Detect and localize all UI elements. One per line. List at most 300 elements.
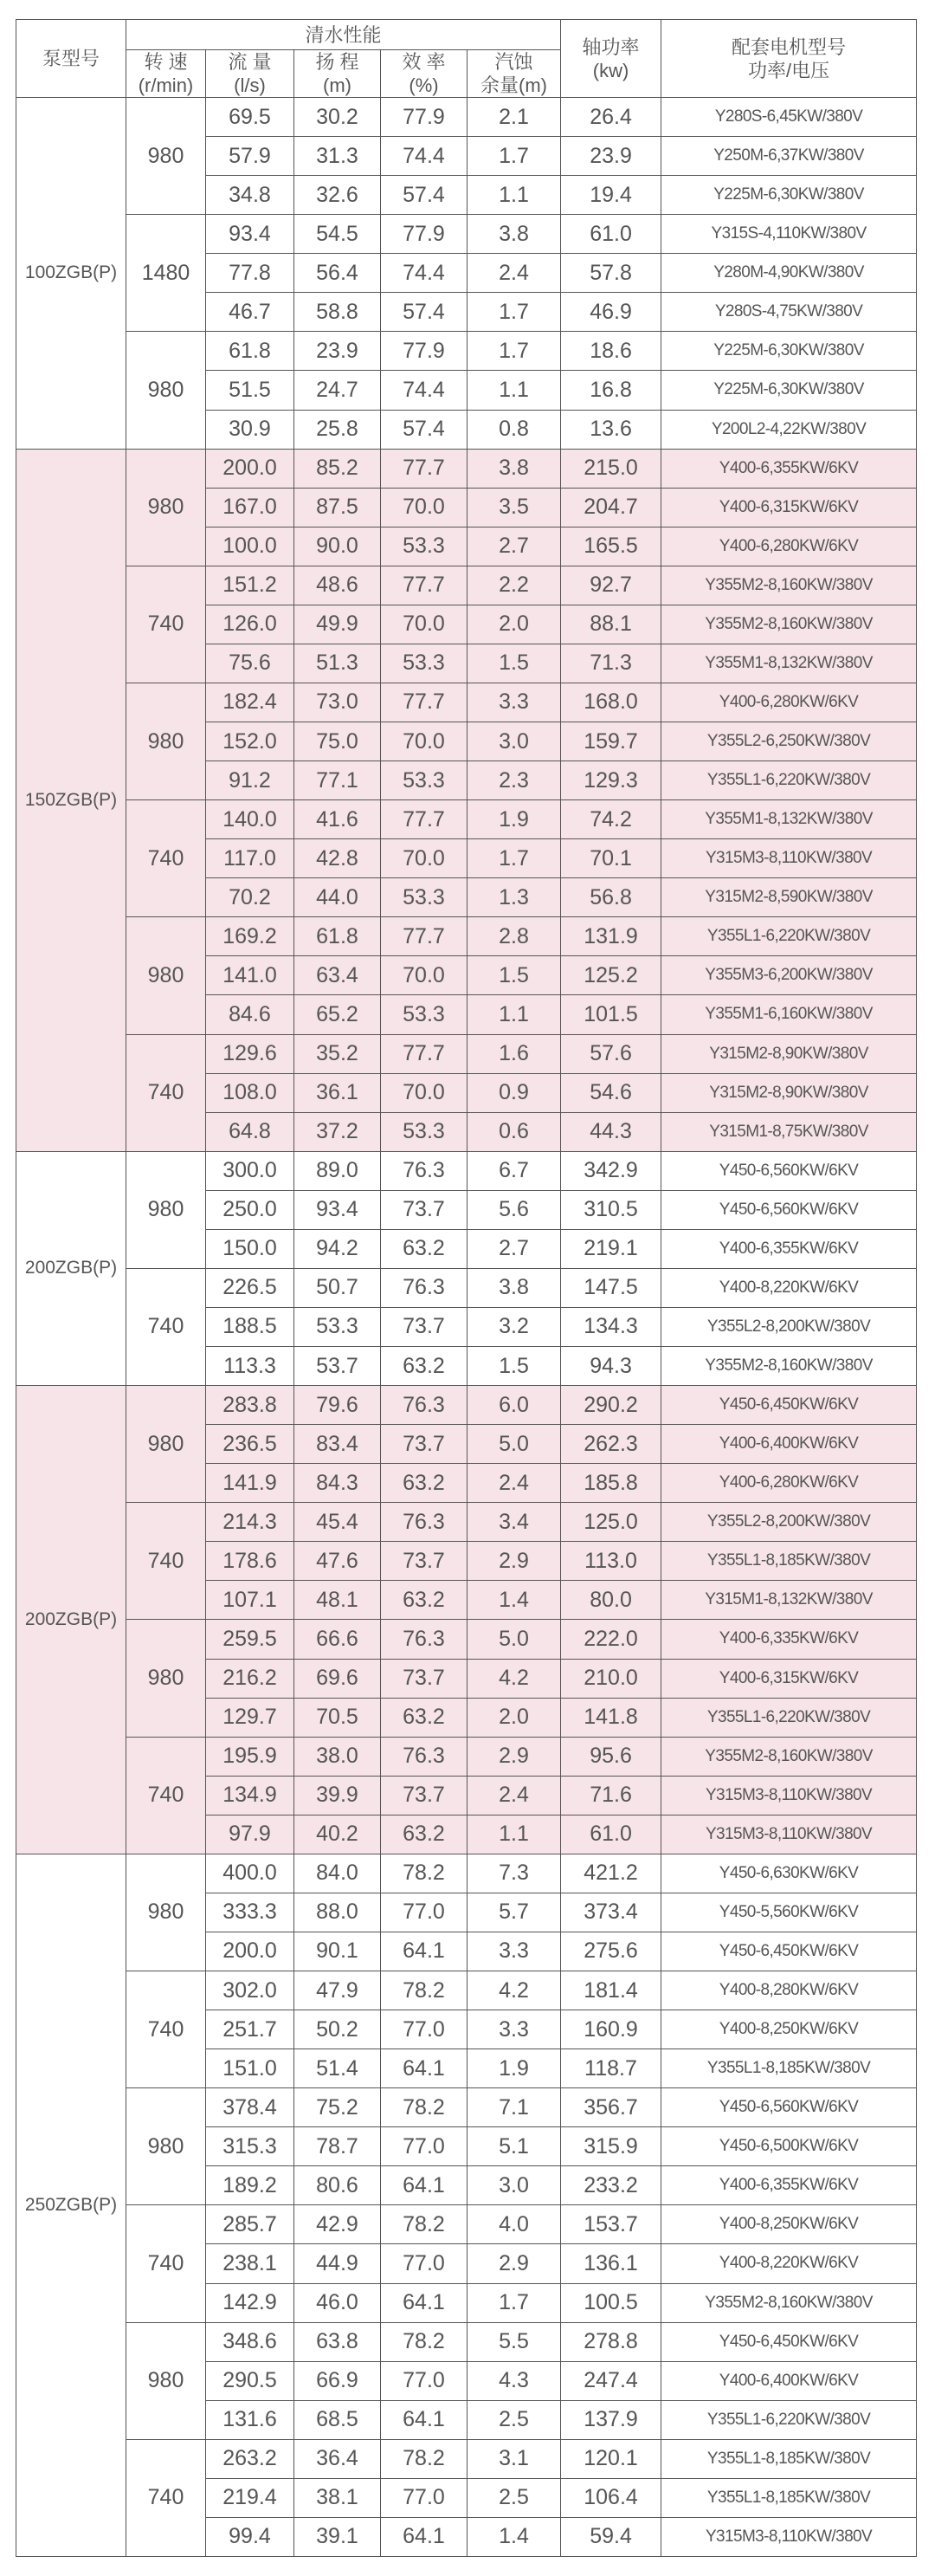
head-cell: 31.3: [294, 137, 381, 176]
pump-model-cell: 150ZGB(P): [16, 449, 126, 1151]
head-cell: 53.7: [294, 1347, 381, 1386]
npsh-cell: 2.0: [468, 605, 561, 644]
header-efficiency: [381, 50, 468, 98]
efficiency-cell: 64.1: [381, 2283, 468, 2322]
npsh-cell: 1.9: [468, 2049, 561, 2088]
efficiency-cell: 77.0: [381, 1893, 468, 1932]
motor-cell: Y315M1-8,75KW/380V: [661, 1112, 917, 1151]
flow-cell: 108.0: [206, 1073, 294, 1112]
efficiency-cell: 53.3: [381, 527, 468, 566]
motor-cell: Y355L1-6,220KW/380V: [661, 761, 917, 800]
npsh-cell: 0.8: [468, 410, 561, 449]
head-cell: 50.2: [294, 2010, 381, 2049]
flow-cell: 51.5: [206, 371, 294, 410]
head-cell: 61.8: [294, 917, 381, 956]
npsh-cell: 6.0: [468, 1386, 561, 1425]
head-cell: 30.2: [294, 98, 381, 137]
table-row: [16, 1386, 917, 1425]
efficiency-cell: 78.2: [381, 2322, 468, 2361]
shaft-power-cell: 44.3: [561, 1112, 661, 1151]
table-row: [16, 683, 917, 722]
flow-cell: 251.7: [206, 2010, 294, 2049]
table-row: [16, 1620, 917, 1659]
npsh-cell: 1.1: [468, 176, 561, 215]
head-cell: 63.8: [294, 2322, 381, 2361]
npsh-cell: 3.4: [468, 1503, 561, 1542]
shaft-power-cell: 80.0: [561, 1581, 661, 1620]
head-cell: 93.4: [294, 1190, 381, 1229]
table-row: [16, 1854, 917, 1893]
speed-cell: 980: [126, 1151, 206, 1268]
speed-cell: 980: [126, 1386, 206, 1503]
npsh-cell: 1.7: [468, 839, 561, 878]
head-cell: 23.9: [294, 332, 381, 371]
shaft-power-cell: 185.8: [561, 1464, 661, 1503]
header-motor-label: 配套电机型号: [732, 36, 847, 58]
header-shaft-power-label: 轴功率: [582, 36, 640, 58]
head-cell: 70.5: [294, 1698, 381, 1737]
motor-cell: Y225M-6,30KW/380V: [661, 332, 917, 371]
efficiency-cell: 73.7: [381, 1425, 468, 1464]
npsh-cell: 3.8: [468, 215, 561, 254]
motor-cell: Y355L2-8,200KW/380V: [661, 1307, 917, 1346]
head-cell: 68.5: [294, 2400, 381, 2439]
flow-cell: 285.7: [206, 2205, 294, 2244]
flow-cell: 283.8: [206, 1386, 294, 1425]
shaft-power-cell: 134.3: [561, 1307, 661, 1346]
flow-cell: 348.6: [206, 2322, 294, 2361]
efficiency-cell: 73.7: [381, 1776, 468, 1815]
flow-cell: 107.1: [206, 1581, 294, 1620]
flow-cell: 151.2: [206, 566, 294, 605]
flow-cell: 378.4: [206, 2088, 294, 2127]
table-row: [16, 1151, 917, 1190]
shaft-power-cell: 26.4: [561, 98, 661, 137]
shaft-power-cell: 54.6: [561, 1073, 661, 1112]
motor-cell: Y355L1-8,185KW/380V: [661, 1542, 917, 1581]
efficiency-cell: 76.3: [381, 1737, 468, 1776]
shaft-power-cell: 113.0: [561, 1542, 661, 1581]
efficiency-cell: 53.3: [381, 761, 468, 800]
head-cell: 35.2: [294, 1034, 381, 1073]
efficiency-cell: 76.3: [381, 1151, 468, 1190]
speed-cell: 740: [126, 566, 206, 683]
npsh-cell: 1.1: [468, 1815, 561, 1854]
head-cell: 75.2: [294, 2088, 381, 2127]
motor-cell: Y450-6,560KW/6KV: [661, 1190, 917, 1229]
flow-cell: 70.2: [206, 878, 294, 917]
motor-cell: Y250M-6,37KW/380V: [661, 137, 917, 176]
head-cell: 46.0: [294, 2283, 381, 2322]
speed-cell: 740: [126, 1971, 206, 2088]
header-speed-label: 转 速: [144, 51, 188, 73]
header-efficiency-unit: (%): [409, 74, 439, 96]
shaft-power-cell: 222.0: [561, 1620, 661, 1659]
npsh-cell: 2.0: [468, 1698, 561, 1737]
head-cell: 38.0: [294, 1737, 381, 1776]
efficiency-cell: 77.0: [381, 2010, 468, 2049]
npsh-cell: 3.3: [468, 683, 561, 722]
table-row: [16, 449, 917, 488]
head-cell: 25.8: [294, 410, 381, 449]
shaft-power-cell: 106.4: [561, 2478, 661, 2517]
flow-cell: 34.8: [206, 176, 294, 215]
motor-cell: Y400-6,315KW/6KV: [661, 1659, 917, 1698]
efficiency-cell: 77.7: [381, 917, 468, 956]
shaft-power-cell: 59.4: [561, 2517, 661, 2556]
efficiency-cell: 73.7: [381, 1542, 468, 1581]
shaft-power-cell: 342.9: [561, 1151, 661, 1190]
efficiency-cell: 70.0: [381, 839, 468, 878]
motor-cell: Y355L2-8,200KW/380V: [661, 1503, 917, 1542]
efficiency-cell: 78.2: [381, 2205, 468, 2244]
head-cell: 41.6: [294, 800, 381, 839]
pump-model-cell: 100ZGB(P): [16, 98, 126, 450]
efficiency-cell: 53.3: [381, 878, 468, 917]
flow-cell: 263.2: [206, 2439, 294, 2478]
motor-cell: Y355M2-8,160KW/380V: [661, 2283, 917, 2322]
flow-cell: 141.0: [206, 956, 294, 995]
flow-cell: 178.6: [206, 1542, 294, 1581]
npsh-cell: 7.1: [468, 2088, 561, 2127]
header-speed: [126, 50, 206, 98]
speed-cell: 1480: [126, 215, 206, 332]
motor-cell: Y315M1-8,132KW/380V: [661, 1581, 917, 1620]
npsh-cell: 2.1: [468, 98, 561, 137]
efficiency-cell: 64.1: [381, 1932, 468, 1971]
table-row: [16, 98, 917, 137]
motor-cell: Y450-6,560KW/6KV: [661, 1151, 917, 1190]
head-cell: 50.7: [294, 1268, 381, 1307]
table-row: [16, 2439, 917, 2478]
motor-cell: Y450-6,560KW/6KV: [661, 2088, 917, 2127]
flow-cell: 238.1: [206, 2244, 294, 2283]
head-cell: 90.1: [294, 1932, 381, 1971]
head-cell: 77.1: [294, 761, 381, 800]
flow-cell: 333.3: [206, 1893, 294, 1932]
efficiency-cell: 63.2: [381, 1698, 468, 1737]
flow-cell: 126.0: [206, 605, 294, 644]
table-row: [16, 800, 917, 839]
npsh-cell: 4.2: [468, 1659, 561, 1698]
flow-cell: 167.0: [206, 488, 294, 527]
shaft-power-cell: 290.2: [561, 1386, 661, 1425]
head-cell: 90.0: [294, 527, 381, 566]
motor-cell: Y355M1-8,132KW/380V: [661, 644, 917, 683]
motor-cell: Y315M3-8,110KW/380V: [661, 1776, 917, 1815]
shaft-power-cell: 262.3: [561, 1425, 661, 1464]
header-efficiency-label: 效 率: [402, 51, 446, 73]
efficiency-cell: 74.4: [381, 254, 468, 293]
motor-cell: Y400-6,355KW/6KV: [661, 2166, 917, 2205]
efficiency-cell: 63.2: [381, 1815, 468, 1854]
flow-cell: 84.6: [206, 995, 294, 1034]
flow-cell: 129.6: [206, 1034, 294, 1073]
head-cell: 69.6: [294, 1659, 381, 1698]
head-cell: 65.2: [294, 995, 381, 1034]
flow-cell: 400.0: [206, 1854, 294, 1893]
head-cell: 42.9: [294, 2205, 381, 2244]
motor-cell: Y225M-6,30KW/380V: [661, 371, 917, 410]
shaft-power-cell: 129.3: [561, 761, 661, 800]
table-row: [16, 2205, 917, 2244]
shaft-power-cell: 101.5: [561, 995, 661, 1034]
flow-cell: 140.0: [206, 800, 294, 839]
npsh-cell: 0.6: [468, 1112, 561, 1151]
shaft-power-cell: 165.5: [561, 527, 661, 566]
flow-cell: 315.3: [206, 2127, 294, 2166]
head-cell: 39.9: [294, 1776, 381, 1815]
npsh-cell: 2.9: [468, 2244, 561, 2283]
efficiency-cell: 64.1: [381, 2166, 468, 2205]
motor-cell: Y200L2-4,22KW/380V: [661, 410, 917, 449]
flow-cell: 302.0: [206, 1971, 294, 2010]
speed-cell: 980: [126, 2322, 206, 2439]
motor-cell: Y315S-4,110KW/380V: [661, 215, 917, 254]
npsh-cell: 2.4: [468, 254, 561, 293]
head-cell: 56.4: [294, 254, 381, 293]
motor-cell: Y355M1-8,132KW/380V: [661, 800, 917, 839]
shaft-power-cell: 160.9: [561, 2010, 661, 2049]
shaft-power-cell: 215.0: [561, 449, 661, 488]
motor-cell: Y400-6,315KW/6KV: [661, 488, 917, 527]
shaft-power-cell: 181.4: [561, 1971, 661, 2010]
shaft-power-cell: 278.8: [561, 2322, 661, 2361]
motor-cell: Y355L1-8,185KW/380V: [661, 2049, 917, 2088]
head-cell: 53.3: [294, 1307, 381, 1346]
motor-cell: Y400-8,250KW/6KV: [661, 2010, 917, 2049]
shaft-power-cell: 71.6: [561, 1776, 661, 1815]
shaft-power-cell: 100.5: [561, 2283, 661, 2322]
npsh-cell: 1.7: [468, 293, 561, 332]
motor-cell: Y355L1-8,185KW/380V: [661, 2439, 917, 2478]
shaft-power-cell: 70.1: [561, 839, 661, 878]
header-npsh: [468, 50, 561, 98]
efficiency-cell: 64.1: [381, 2400, 468, 2439]
speed-cell: 740: [126, 2205, 206, 2322]
npsh-cell: 5.1: [468, 2127, 561, 2166]
efficiency-cell: 77.9: [381, 215, 468, 254]
npsh-cell: 5.0: [468, 1620, 561, 1659]
pump-model-cell: 250ZGB(P): [16, 1854, 126, 2556]
npsh-cell: 3.1: [468, 2439, 561, 2478]
flow-cell: 300.0: [206, 1151, 294, 1190]
npsh-cell: 3.2: [468, 1307, 561, 1346]
flow-cell: 134.9: [206, 1776, 294, 1815]
table-row: [16, 332, 917, 371]
head-cell: 84.0: [294, 1854, 381, 1893]
head-cell: 40.2: [294, 1815, 381, 1854]
shaft-power-cell: 210.0: [561, 1659, 661, 1698]
motor-cell: Y400-6,400KW/6KV: [661, 2361, 917, 2400]
pump-model-cell: 200ZGB(P): [16, 1151, 126, 1385]
shaft-power-cell: 118.7: [561, 2049, 661, 2088]
head-cell: 48.1: [294, 1581, 381, 1620]
shaft-power-cell: 233.2: [561, 2166, 661, 2205]
npsh-cell: 1.6: [468, 1034, 561, 1073]
shaft-power-cell: 71.3: [561, 644, 661, 683]
flow-cell: 129.7: [206, 1698, 294, 1737]
efficiency-cell: 77.7: [381, 800, 468, 839]
efficiency-cell: 63.2: [381, 1229, 468, 1268]
npsh-cell: 2.5: [468, 2478, 561, 2517]
motor-cell: Y355M2-8,160KW/380V: [661, 566, 917, 605]
head-cell: 47.6: [294, 1542, 381, 1581]
pump-spec-table: [16, 19, 917, 2557]
table-row: [16, 917, 917, 956]
npsh-cell: 1.5: [468, 956, 561, 995]
shaft-power-cell: 310.5: [561, 1190, 661, 1229]
motor-cell: Y450-6,630KW/6KV: [661, 1854, 917, 1893]
flow-cell: 131.6: [206, 2400, 294, 2439]
shaft-power-cell: 92.7: [561, 566, 661, 605]
motor-cell: Y400-6,280KW/6KV: [661, 683, 917, 722]
speed-cell: 740: [126, 800, 206, 917]
flow-cell: 236.5: [206, 1425, 294, 1464]
efficiency-cell: 57.4: [381, 176, 468, 215]
motor-cell: Y225M-6,30KW/380V: [661, 176, 917, 215]
shaft-power-cell: 125.2: [561, 956, 661, 995]
motor-cell: Y355M3-6,200KW/380V: [661, 956, 917, 995]
npsh-cell: 2.3: [468, 761, 561, 800]
shaft-power-cell: 61.0: [561, 215, 661, 254]
head-cell: 42.8: [294, 839, 381, 878]
head-cell: 84.3: [294, 1464, 381, 1503]
head-cell: 66.9: [294, 2361, 381, 2400]
flow-cell: 214.3: [206, 1503, 294, 1542]
flow-cell: 290.5: [206, 2361, 294, 2400]
speed-cell: 980: [126, 917, 206, 1034]
motor-cell: Y400-6,355KW/6KV: [661, 449, 917, 488]
head-cell: 79.6: [294, 1386, 381, 1425]
header-head: [294, 50, 381, 98]
npsh-cell: 4.2: [468, 1971, 561, 2010]
efficiency-cell: 64.1: [381, 2517, 468, 2556]
npsh-cell: 1.7: [468, 332, 561, 371]
efficiency-cell: 74.4: [381, 371, 468, 410]
shaft-power-cell: 153.7: [561, 2205, 661, 2244]
shaft-power-cell: 141.8: [561, 1698, 661, 1737]
shaft-power-cell: 95.6: [561, 1737, 661, 1776]
efficiency-cell: 77.0: [381, 2127, 468, 2166]
flow-cell: 250.0: [206, 1190, 294, 1229]
motor-cell: Y450-5,560KW/6KV: [661, 1893, 917, 1932]
efficiency-cell: 77.0: [381, 2478, 468, 2517]
header-flow: [206, 50, 294, 98]
shaft-power-cell: 46.9: [561, 293, 661, 332]
flow-cell: 195.9: [206, 1737, 294, 1776]
npsh-cell: 1.1: [468, 371, 561, 410]
shaft-power-cell: 16.8: [561, 371, 661, 410]
npsh-cell: 3.3: [468, 2010, 561, 2049]
motor-cell: Y450-6,450KW/6KV: [661, 1386, 917, 1425]
flow-cell: 151.0: [206, 2049, 294, 2088]
flow-cell: 169.2: [206, 917, 294, 956]
flow-cell: 61.8: [206, 332, 294, 371]
npsh-cell: 2.4: [468, 1464, 561, 1503]
head-cell: 51.3: [294, 644, 381, 683]
npsh-cell: 3.5: [468, 488, 561, 527]
motor-cell: Y400-6,400KW/6KV: [661, 1425, 917, 1464]
header-flow-label: 流 量: [228, 51, 272, 73]
npsh-cell: 1.1: [468, 995, 561, 1034]
npsh-cell: 1.3: [468, 878, 561, 917]
speed-cell: 740: [126, 1034, 206, 1151]
speed-cell: 980: [126, 683, 206, 799]
npsh-cell: 5.6: [468, 1190, 561, 1229]
table-row: [16, 1268, 917, 1307]
shaft-power-cell: 421.2: [561, 1854, 661, 1893]
shaft-power-cell: 219.1: [561, 1229, 661, 1268]
header-flow-unit: (l/s): [234, 74, 266, 96]
head-cell: 48.6: [294, 566, 381, 605]
npsh-cell: 1.5: [468, 644, 561, 683]
speed-cell: 980: [126, 1620, 206, 1737]
header-motor-sub: 功率/电压: [747, 59, 830, 81]
flow-cell: 219.4: [206, 2478, 294, 2517]
head-cell: 36.4: [294, 2439, 381, 2478]
header-motor: [661, 20, 917, 98]
flow-cell: 189.2: [206, 2166, 294, 2205]
shaft-power-cell: 159.7: [561, 722, 661, 761]
motor-cell: Y315M3-8,110KW/380V: [661, 839, 917, 878]
table-row: [16, 215, 917, 254]
efficiency-cell: 70.0: [381, 1073, 468, 1112]
head-cell: 45.4: [294, 1503, 381, 1542]
motor-cell: Y280M-4,90KW/380V: [661, 254, 917, 293]
table-row: [16, 2322, 917, 2361]
flow-cell: 141.9: [206, 1464, 294, 1503]
speed-cell: 740: [126, 1268, 206, 1385]
motor-cell: Y450-6,450KW/6KV: [661, 1932, 917, 1971]
efficiency-cell: 76.3: [381, 1620, 468, 1659]
motor-cell: Y355M1-6,160KW/380V: [661, 995, 917, 1034]
flow-cell: 150.0: [206, 1229, 294, 1268]
shaft-power-cell: 88.1: [561, 605, 661, 644]
npsh-cell: 5.7: [468, 1893, 561, 1932]
flow-cell: 64.8: [206, 1112, 294, 1151]
pump-model-cell: 200ZGB(P): [16, 1386, 126, 1854]
table-body: [16, 98, 917, 2557]
speed-cell: 740: [126, 1503, 206, 1620]
flow-cell: 152.0: [206, 722, 294, 761]
head-cell: 37.2: [294, 1112, 381, 1151]
efficiency-cell: 73.7: [381, 1190, 468, 1229]
npsh-cell: 1.7: [468, 2283, 561, 2322]
shaft-power-cell: 356.7: [561, 2088, 661, 2127]
npsh-cell: 3.8: [468, 449, 561, 488]
head-cell: 58.8: [294, 293, 381, 332]
flow-cell: 142.9: [206, 2283, 294, 2322]
shaft-power-cell: 94.3: [561, 1347, 661, 1386]
flow-cell: 200.0: [206, 1932, 294, 1971]
flow-cell: 93.4: [206, 215, 294, 254]
head-cell: 80.6: [294, 2166, 381, 2205]
head-cell: 44.0: [294, 878, 381, 917]
shaft-power-cell: 136.1: [561, 2244, 661, 2283]
efficiency-cell: 70.0: [381, 722, 468, 761]
motor-cell: Y400-6,280KW/6KV: [661, 1464, 917, 1503]
shaft-power-cell: 18.6: [561, 332, 661, 371]
head-cell: 32.6: [294, 176, 381, 215]
npsh-cell: 1.4: [468, 1581, 561, 1620]
speed-cell: 980: [126, 332, 206, 449]
efficiency-cell: 77.0: [381, 2244, 468, 2283]
head-cell: 36.1: [294, 1073, 381, 1112]
head-cell: 47.9: [294, 1971, 381, 2010]
head-cell: 51.4: [294, 2049, 381, 2088]
speed-cell: 740: [126, 2439, 206, 2556]
